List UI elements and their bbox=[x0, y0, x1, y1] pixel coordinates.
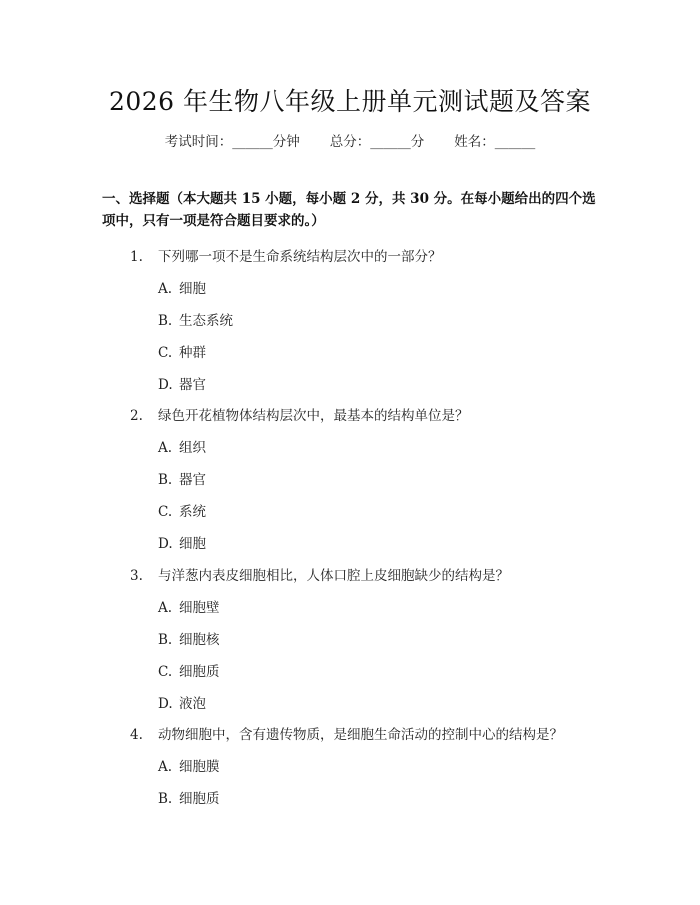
question-text: 动物细胞中，含有遗传物质，是细胞生命活动的控制中心的结构是？ bbox=[158, 727, 563, 743]
question-2-option-b bbox=[158, 468, 206, 488]
option-text: 细胞壁 bbox=[179, 600, 220, 616]
exam-time-field: 考试时间：______分钟 bbox=[164, 134, 300, 150]
option-text: 细胞膜 bbox=[179, 759, 220, 775]
option-text: 组织 bbox=[179, 440, 206, 456]
option-letter: C. bbox=[158, 345, 173, 361]
option-text: 细胞质 bbox=[179, 791, 220, 807]
question-3-option-c bbox=[158, 660, 220, 680]
option-letter: A. bbox=[158, 759, 173, 775]
question-2-option-d bbox=[158, 532, 206, 552]
option-letter: C. bbox=[158, 664, 173, 680]
option-letter: A. bbox=[158, 440, 173, 456]
question-4-option-a bbox=[158, 755, 220, 775]
option-text: 细胞质 bbox=[179, 664, 220, 680]
question-text: 下列哪一项不是生命系统结构层次中的一部分？ bbox=[158, 249, 442, 265]
question-3-option-b bbox=[158, 628, 220, 648]
question-number: 3. bbox=[130, 568, 143, 584]
question-3 bbox=[130, 564, 509, 584]
question-number: 4. bbox=[130, 727, 143, 743]
option-letter: B. bbox=[158, 791, 173, 807]
option-letter: D. bbox=[158, 696, 173, 712]
option-letter: C. bbox=[158, 504, 173, 520]
exam-meta bbox=[0, 130, 700, 150]
option-letter: D. bbox=[158, 377, 173, 393]
question-1 bbox=[130, 245, 442, 265]
question-3-option-d bbox=[158, 692, 206, 712]
option-text: 细胞核 bbox=[179, 632, 220, 648]
section-heading: 一、选择题（本大题共 15 小题，每小题 2 分，共 30 分。在每小题给出的四个选项中，只有一项是符合题目要求的。） bbox=[102, 191, 596, 229]
question-text: 与洋葱内表皮细胞相比，人体口腔上皮细胞缺少的结构是？ bbox=[158, 568, 509, 584]
question-2-option-a bbox=[158, 436, 206, 456]
option-text: 器官 bbox=[179, 472, 206, 488]
option-text: 液泡 bbox=[179, 696, 206, 712]
question-4 bbox=[130, 723, 563, 743]
option-text: 器官 bbox=[179, 377, 206, 393]
question-1-option-d bbox=[158, 373, 206, 393]
question-1-option-b bbox=[158, 309, 233, 329]
question-2 bbox=[130, 404, 469, 424]
question-3-option-a bbox=[158, 596, 220, 616]
question-4-option-b bbox=[158, 787, 220, 807]
question-1-option-a bbox=[158, 277, 206, 297]
option-text: 系统 bbox=[179, 504, 206, 520]
question-1-option-c bbox=[158, 341, 206, 361]
option-letter: B. bbox=[158, 632, 173, 648]
total-score-field: 总分：______分 bbox=[329, 134, 425, 150]
option-letter: B. bbox=[158, 472, 173, 488]
page-title: 2026 年生物八年级上册单元测试题及答案 bbox=[108, 87, 592, 116]
question-number: 1. bbox=[130, 249, 143, 265]
option-text: 细胞 bbox=[179, 281, 206, 297]
option-text: 细胞 bbox=[179, 536, 206, 552]
option-text: 种群 bbox=[179, 345, 206, 361]
option-letter: A. bbox=[158, 281, 173, 297]
option-letter: D. bbox=[158, 536, 173, 552]
question-2-option-c bbox=[158, 500, 206, 520]
question-text: 绿色开花植物体结构层次中，最基本的结构单位是？ bbox=[158, 408, 469, 424]
student-name-field: 姓名：______ bbox=[454, 134, 536, 150]
option-letter: B. bbox=[158, 313, 173, 329]
option-letter: A. bbox=[158, 600, 173, 616]
option-text: 生态系统 bbox=[179, 313, 233, 329]
question-number: 2. bbox=[130, 408, 143, 424]
